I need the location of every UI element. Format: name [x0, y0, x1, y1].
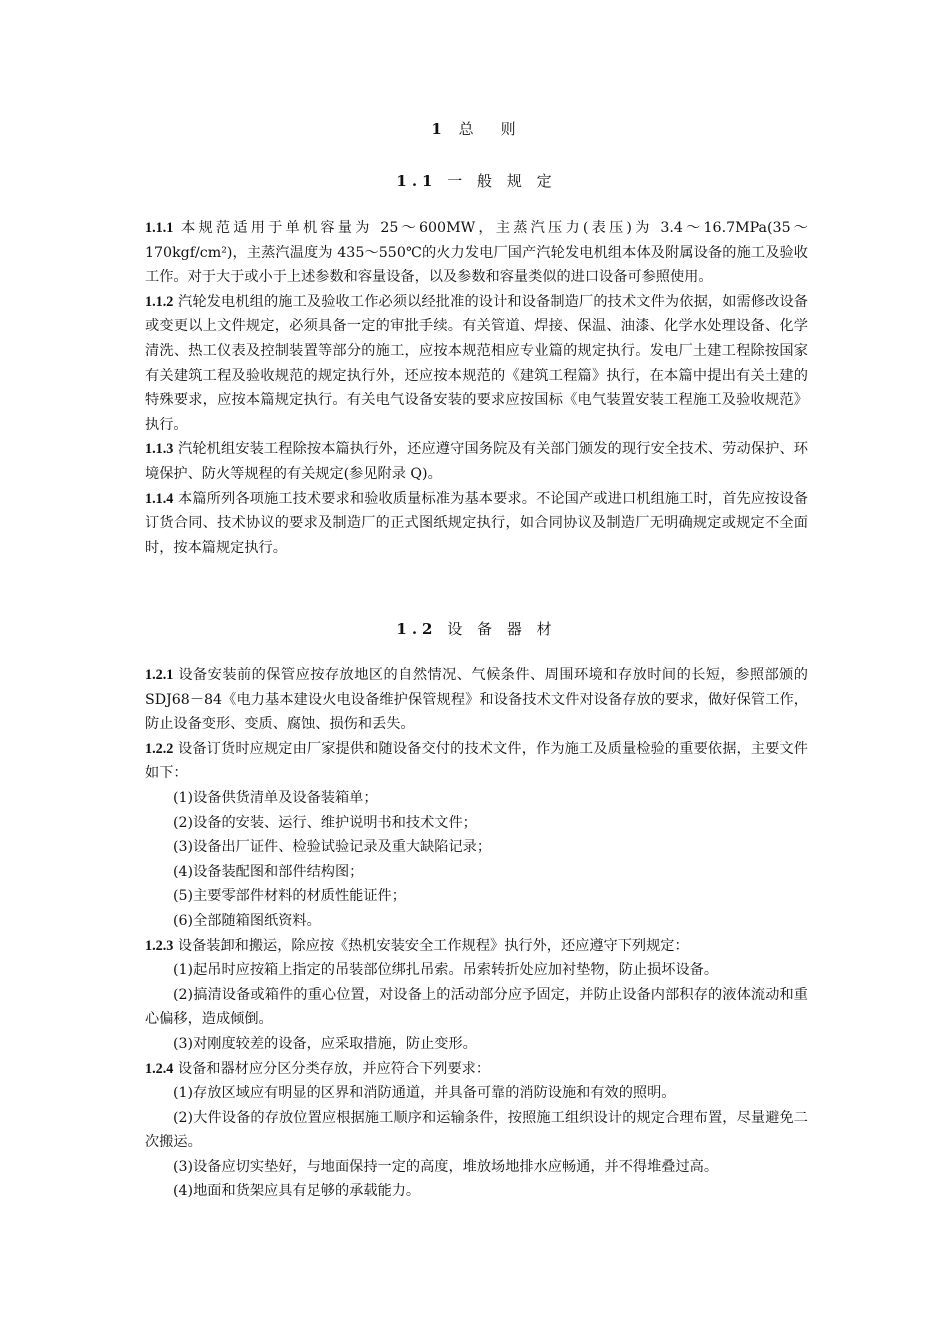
list-item: (6)全部随箱图纸资料。 [173, 912, 321, 929]
clause-number: 1.2.1 [145, 667, 174, 683]
clause-text: 设备和器材应分区分类存放，并应符合下列要求： [177, 1060, 491, 1077]
section-number: 1.1 [396, 172, 438, 190]
list-item: (4)设备装配图和部件结构图； [173, 863, 364, 880]
clause-text: 本规范适用于单机容量为 25～600MW，主蒸汽压力(表压)为 3.4～16.7MPa(35～170kgf/cm²)，主蒸汽温度为 435～550℃的火力发电厂国产汽轮发电机组本体及附属设备的施工及验收工作。对于大于或小于上述参数和容量设备，以及参数和容量类似的进口设备可参照使用。 [145, 220, 808, 286]
section-1-1-body [145, 216, 808, 560]
chapter-heading [145, 118, 808, 139]
clause-1-2-2 [145, 737, 808, 786]
clause-1-1-2 [145, 290, 808, 438]
clause-text: 设备订货时应规定由厂家提供和随设备交付的技术文件，作为施工及质量检验的重要依据，主要文件如下： [145, 740, 808, 782]
chapter-title: 总 则 [458, 120, 522, 138]
clause-1-1-1 [145, 216, 808, 290]
section-title: 一 般 规 定 [447, 172, 557, 190]
list-item: (3)对刚度较差的设备，应采取措施，防止变形。 [173, 1035, 477, 1052]
clause-number: 1.1.3 [145, 441, 174, 458]
clause-1-1-4 [145, 487, 808, 561]
list-item: (2)设备的安装、运行、维护说明书和技术文件； [173, 814, 477, 831]
clause-number: 1.1.4 [145, 490, 174, 507]
section-heading-1-2 [145, 618, 808, 639]
list-item: (5)主要零部件材料的材质性能证件； [173, 888, 406, 905]
chapter-number: 1 [431, 120, 448, 138]
section-title: 设 备 器 材 [447, 620, 557, 638]
section-heading-1-1 [145, 170, 808, 191]
clause-1-2-1 [145, 663, 808, 737]
list-item: (1)起吊时应按箱上指定的吊装部位绑扎吊索。吊索转折处应加衬垫物，防止损坏设备。 [173, 962, 719, 979]
clause-text: 汽轮机组安装工程除按本篇执行外，还应遵守国务院及有关部门颁发的现行安全技术、劳动保护、环境保护、防火等规程的有关规定(参见附录 Q)。 [145, 441, 808, 482]
clause-1-2-4 [145, 1057, 808, 1082]
list-item: (2)大件设备的存放位置应根据施工顺序和运输条件，按照施工组织设计的规定合理布置，尽量避免二次搬运。 [145, 1109, 808, 1151]
list-item: (1)存放区域应有明显的区界和消防通道，并具备可靠的消防设施和有效的照明。 [173, 1085, 676, 1102]
clause-text: 设备安装前的保管应按存放地区的自然情况、气候条件、周围环境和存放时间的长短，参照部颁的 SDJ68－84《电力基本建设火电设备维护保管规程》和设备技术文件对设备存放的要求，做好保管工作，防止设备变形、变质、腐蚀、损伤和丢失。 [145, 667, 808, 733]
clause-number: 1.2.3 [145, 937, 174, 954]
clause-1-2-3 [145, 934, 808, 959]
section-number: 1.2 [396, 620, 438, 638]
clause-text: 设备装卸和搬运，除应按《热机安装安全工作规程》执行外，还应遵守下列规定： [177, 937, 689, 954]
list-item: (2)搞清设备或箱件的重心位置，对设备上的活动部分应予固定，并防止设备内部积存的液体流动和重心偏移，造成倾倒。 [145, 986, 808, 1028]
clause-number: 1.1.2 [145, 293, 174, 310]
list-item: (3)设备应切实垫好，与地面保持一定的高度，堆放场地排水应畅通，并不得堆叠过高。 [173, 1158, 719, 1175]
clause-number: 1.2.2 [145, 740, 174, 757]
list-item: (3)设备出厂证件、检验试验记录及重大缺陷记录； [173, 839, 492, 856]
clause-1-1-3 [145, 437, 808, 486]
clause-number: 1.2.4 [145, 1060, 174, 1077]
clause-number: 1.1.1 [145, 220, 174, 236]
list-item: (4)地面和货架应具有足够的承载能力。 [173, 1183, 421, 1200]
list-item: (1)设备供货清单及设备装箱单； [173, 789, 378, 806]
clause-text: 汽轮发电机组的施工及验收工作必须以经批准的设计和设备制造厂的技术文件为依据，如需修改设备或变更以上文件规定，必须具备一定的审批手续。有关管道、焊接、保温、油漆、化学水处理设备、化学清洗、热工仪表及控制装置等部分的施工，应按本规范相应专业篇的规定执行。发电厂土建工程除按国家有关建筑工程及验收规范的规定执行外，还应按本规范的《建筑工程篇》执行，在本篇中提出有关土建的特殊要求，应按本篇规定执行。有关电气设备安装的要求应按国标《电气装置安装工程施工及验收规范》执行。 [145, 293, 808, 433]
clause-text: 本篇所列各项施工技术要求和验收质量标准为基本要求。不论国产或进口机组施工时，首先应按设备订货合同、技术协议的要求及制造厂的正式图纸规定执行，如合同协议及制造厂无明确规定或规定不全面时，按本篇规定执行。 [145, 490, 808, 556]
section-1-2-body [145, 663, 808, 1204]
